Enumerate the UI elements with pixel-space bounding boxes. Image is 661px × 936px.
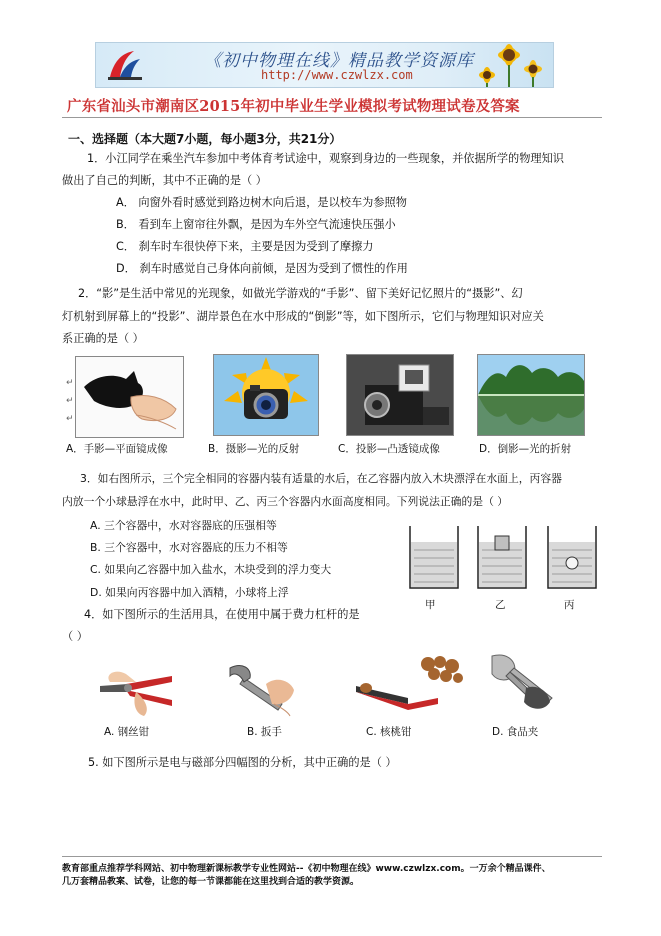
q1-stem-line2: 做出了自己的判断，其中不正确的是（ ） xyxy=(62,174,267,187)
q4-caption-b: B. 扳手 xyxy=(247,726,282,738)
wrench-image xyxy=(222,660,300,718)
q4-caption-c: C. 核桃钳 xyxy=(366,726,412,738)
three-containers-diagram xyxy=(402,520,602,592)
q2-stem-line1: 2．“影”是生活中常见的光现象，如做光学游戏的“手影”、留下美好记忆照片的“摄影”、幻 xyxy=(78,287,523,300)
q3-stem-line1: 3．如右图所示，三个完全相同的容器内装有适量的水后，在乙容器内放入木块漂浮在水面上，丙容器 xyxy=(80,472,562,485)
footer-line2: 几万套精品教案、试卷，让您的每一节课都能在这里找到合适的教学资源。 xyxy=(62,877,360,887)
q1-option-a: A． 向窗外看时感觉到路边树木向后退，是以校车为参照物 xyxy=(116,196,407,209)
return-mark-icon: ↵ xyxy=(66,414,74,424)
q2-stem-line3: 系正确的是（ ） xyxy=(62,332,144,345)
q3-option-d: D. 如果向丙容器中加入酒精，小球将上浮 xyxy=(90,586,289,599)
lake-reflection-image xyxy=(477,354,585,436)
section-heading: 一、选择题（本大题7小题，每小题3分，共21分） xyxy=(68,132,342,146)
container-label-yi: 乙 xyxy=(495,599,506,611)
q2-caption-b: B．摄影—光的反射 xyxy=(208,443,300,455)
q5-stem: 5. 如下图所示是电与磁部分四幅图的分析，其中正确的是（ ） xyxy=(88,756,397,769)
container-label-bing: 丙 xyxy=(564,599,575,611)
q1-stem-line1: 1．小江同学在乘坐汽车参加中考体育考试途中，观察到身边的一些现象，并依据所学的物理知识 xyxy=(87,152,564,165)
q1-option-c: C． 刹车时车很快停下来，主要是因为受到了摩擦力 xyxy=(116,240,374,253)
q2-caption-a: A．手影—平面镜成像 xyxy=(66,443,168,455)
q4-caption-a: A. 钢丝钳 xyxy=(104,726,150,738)
return-mark-icon: ↵ xyxy=(66,378,74,388)
wire-pliers-image xyxy=(96,660,176,718)
footer-divider xyxy=(62,856,602,857)
document-title: 广东省汕头市潮南区2015年初中毕业生学业模拟考试物理试卷及答案 xyxy=(67,98,520,115)
banner-title: 《初中物理在线》精品教学资源库 xyxy=(204,51,474,71)
projector-image xyxy=(346,354,454,436)
q2-stem-line2: 灯机射到屏幕上的“投影”、湖岸景色在水中形成的“倒影”等，如下图所示，它们与物理知识对应关 xyxy=(62,310,544,323)
header-banner xyxy=(95,42,554,88)
q1-option-d: D． 刹车时感觉自己身体向前倾，是因为受到了惯性的作用 xyxy=(116,262,408,275)
q2-caption-c: C．投影—凸透镜成像 xyxy=(338,443,440,455)
food-tongs-image xyxy=(478,648,560,720)
q4-caption-d: D. 食品夹 xyxy=(492,726,539,738)
container-label-jia: 甲 xyxy=(425,599,436,611)
title-divider xyxy=(62,117,602,118)
return-mark-icon: ↵ xyxy=(66,396,74,406)
hand-shadow-image xyxy=(75,356,184,438)
q3-option-b: B. 三个容器中，水对容器底的压力不相等 xyxy=(90,541,288,554)
q3-stem-line2: 内放一个小球悬浮在水中，此时甲、乙、丙三个容器内水面高度相同。下列说法正确的是（ ） xyxy=(62,495,509,508)
footer-line1: 教育部重点推荐学科网站、初中物理新课标教学专业性网站--《初中物理在线》www.czwlzx.com。一万余个精品课件、 xyxy=(62,864,551,874)
q3-option-c: C. 如果向乙容器中加入盐水，木块受到的浮力变大 xyxy=(90,563,332,576)
q3-option-a: A. 三个容器中，水对容器底的压强相等 xyxy=(90,519,277,532)
banner-url: http://www.czwlzx.com xyxy=(261,68,413,82)
sunflower-image xyxy=(469,42,549,88)
logo-icon xyxy=(104,47,144,83)
sun-camera-image xyxy=(213,354,319,436)
q2-caption-d: D．倒影—光的折射 xyxy=(479,443,572,455)
q4-stem-line2: （ ） xyxy=(62,630,88,643)
nutcracker-image xyxy=(348,652,464,718)
q1-option-b: B． 看到车上窗帘往外飘，是因为车外空气流速快压强小 xyxy=(116,218,396,231)
q4-stem-line1: 4．如下图所示的生活用具，在使用中属于费力杠杆的是 xyxy=(84,608,360,621)
